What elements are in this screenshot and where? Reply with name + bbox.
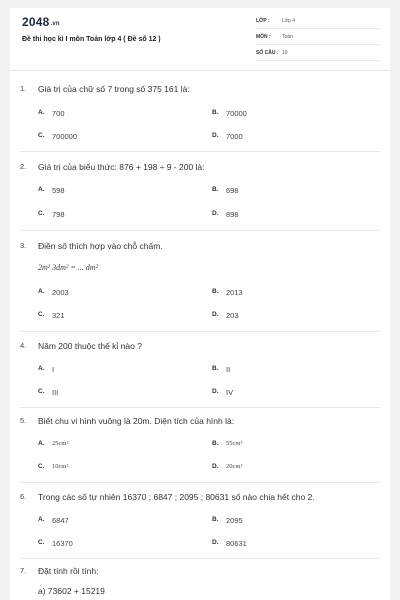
question-text: Giá trị của biểu thức: 876 + 198 ÷ 9 - 200 là: [38,162,205,172]
meta-question-count [256,48,380,61]
option-value: 898 [226,210,239,219]
option-letter: C. [38,132,45,139]
question-text: Đặt tính rồi tính: [38,566,99,576]
option-value: 321 [52,311,65,320]
option-letter: D. [212,311,219,318]
exam-page [10,8,390,600]
option-letter: D. [212,539,219,546]
meta-subject [256,32,380,45]
option-letter: C. [38,539,45,546]
meta-class [256,16,380,29]
question-number: 2. [20,162,27,171]
option-value: 598 [52,186,65,195]
option-letter: A. [38,365,45,372]
divider [20,230,380,231]
option-letter: A. [38,109,45,116]
option-letter: D. [212,388,219,395]
option-letter: D. [212,463,219,470]
option-value: 70000 [226,109,247,118]
meta-question-count-value: 10 [282,50,288,56]
option-letter: A. [38,440,45,447]
option-letter: A. [38,288,45,295]
option-letter: C. [38,311,45,318]
meta-question-count-label: SỐ CÂU : [256,50,279,56]
option-value: 20cm² [226,463,243,470]
question-number: 5. [20,416,27,425]
question-text: Giá trị của chữ số 7 trong số 375 161 là: [38,84,190,94]
logo-text: 2048 [22,15,50,29]
option-value: III [52,388,59,397]
option-letter: C. [38,210,45,217]
option-letter: C. [38,463,45,470]
divider [20,558,380,559]
option-value: 698 [226,186,239,195]
option-value: 7000 [226,132,243,141]
option-value: I [52,365,55,374]
option-value: 2013 [226,288,243,297]
exam-header [10,8,390,71]
question-number: 6. [20,492,27,501]
option-value: 2003 [52,288,69,297]
option-value: 2095 [226,516,243,525]
option-value: 80631 [226,539,247,548]
question-text: Điền số thích hợp vào chỗ chấm. [38,241,163,251]
site-logo[interactable] [22,15,60,29]
option-value: IV [226,388,234,397]
question-number: 7. [20,566,27,575]
option-value: 700000 [52,132,78,141]
logo-suffix: .vn [50,21,60,27]
divider [20,331,380,332]
meta-class-value: Lớp 4 [282,18,296,24]
meta-subject-value: Toán [282,34,293,40]
option-value: 25cm² [52,440,69,447]
option-value: 798 [52,210,65,219]
question-number: 4. [20,341,27,350]
option-letter: B. [212,516,219,523]
meta-class-label: LỚP : [256,18,270,24]
option-value: 203 [226,311,239,320]
question-number: 3. [20,241,27,250]
option-letter: C. [38,388,45,395]
question-text: Biết chu vi hình vuông là 20m. Diện tích của hình là: [38,416,235,426]
option-value: II [226,365,231,374]
option-letter: B. [212,365,219,372]
option-letter: B. [212,288,219,295]
exam-title: Đề thi học kì I môn Toán lớp 4 ( Đề số 12 ) [22,36,161,43]
option-letter: D. [212,132,219,139]
question-number: 1. [20,84,27,93]
option-letter: D. [212,210,219,217]
option-value: 10cm² [52,463,69,470]
math-expression: 2m² 3dm² = ... dm² [38,263,98,272]
question-text: Năm 200 thuộc thế kỉ nào ? [38,341,142,351]
option-value: 6847 [52,516,69,525]
option-value: 55cm² [226,440,243,447]
question-text: Trong các số tự nhiên 16370 ; 6847 ; 2095 ; 80631 số nào chia hết cho 2. [38,492,315,502]
option-letter: B. [212,186,219,193]
meta-subject-label: MÔN : [256,34,271,40]
divider [20,151,380,152]
divider [20,407,380,408]
option-value: 700 [52,109,65,118]
option-letter: A. [38,186,45,193]
option-letter: B. [212,109,219,116]
option-value: 16370 [52,539,73,548]
sub-question: a) 73602 + 15219 [38,586,105,596]
option-letter: A. [38,516,45,523]
divider [20,482,380,483]
option-letter: B. [212,440,219,447]
